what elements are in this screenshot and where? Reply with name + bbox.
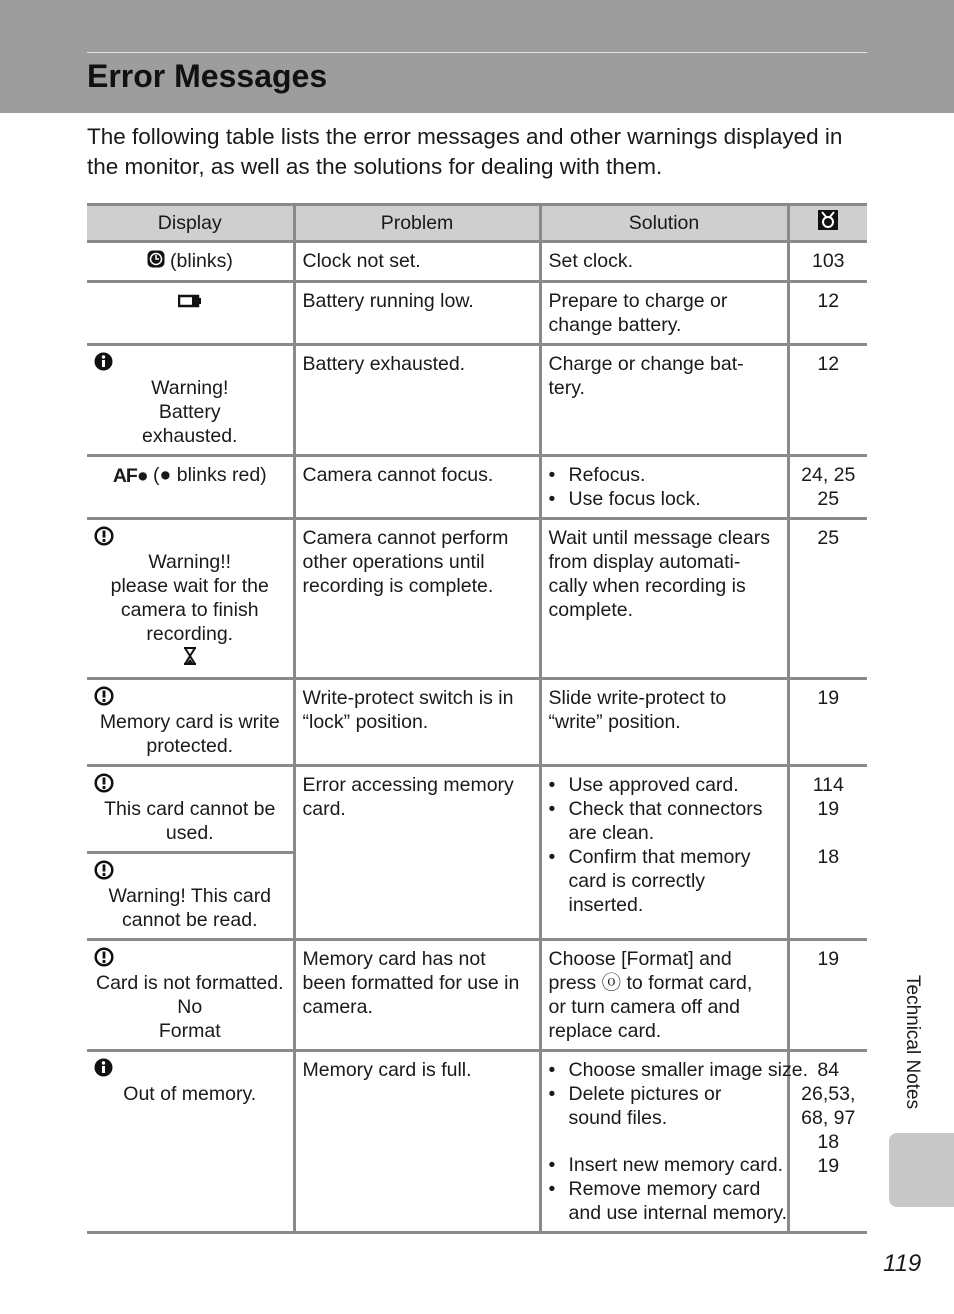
- display-cell: [87, 242, 294, 282]
- table-row: [87, 242, 867, 282]
- display-text: used.: [165, 821, 214, 844]
- battery-low-icon: [178, 290, 202, 314]
- solution-list: [549, 1058, 809, 1225]
- solution-cell: [540, 939, 788, 1050]
- problem-text: Clock not set.: [302, 250, 421, 272]
- display-text: please wait for the: [110, 574, 269, 597]
- display-cell: [87, 455, 294, 518]
- display-text: protected.: [146, 734, 234, 757]
- table-row: [87, 678, 867, 765]
- solution-text: Charge or change bat-: [548, 352, 744, 375]
- solution-text: Slide write-protect to: [548, 686, 727, 709]
- page-cell: [788, 455, 867, 518]
- solution-text: inserted.: [568, 893, 644, 916]
- page-ref: 26,53,: [801, 1082, 856, 1105]
- page-cell: [788, 518, 867, 678]
- solution-text: Set clock.: [548, 250, 634, 272]
- display-text: Warning! This card: [108, 884, 272, 907]
- solution-bullet: [549, 773, 780, 797]
- page-ref: 12: [817, 352, 840, 375]
- problem-text: Battery running low.: [302, 289, 474, 312]
- solution-list: [549, 463, 780, 511]
- display-text: Memory card is write: [99, 710, 280, 733]
- page-ref: 19: [817, 1154, 840, 1177]
- problem-cell: [294, 939, 540, 1050]
- problem-text: been formatted for use in: [302, 971, 520, 994]
- problem-cell: [294, 242, 540, 282]
- page-ref: 18: [817, 1130, 840, 1153]
- solution-text: “write” position.: [548, 710, 681, 733]
- table-row: [87, 518, 867, 678]
- af-focus-icon: AF●: [112, 464, 148, 487]
- warning-icon: [94, 947, 114, 973]
- side-tab-label: Technical Notes: [902, 975, 923, 1110]
- page-cell: [788, 939, 867, 1050]
- solution-bullet: [549, 1058, 809, 1082]
- display-text: Out of memory.: [123, 1082, 257, 1105]
- display-text: recording.: [146, 622, 234, 645]
- table-row: [87, 939, 867, 1050]
- display-text: This card cannot be: [104, 797, 276, 820]
- info-icon: [94, 1058, 113, 1083]
- display-text: (blinks): [170, 250, 233, 272]
- table-row: [87, 455, 867, 518]
- problem-cell: [294, 1050, 540, 1232]
- display-text: Format: [158, 1019, 221, 1042]
- table-row: [87, 281, 867, 344]
- solution-text: Prepare to charge or: [548, 289, 728, 312]
- display-text: Warning!: [151, 376, 229, 399]
- solution-cell: [540, 242, 788, 282]
- solution-bullet: [549, 487, 780, 511]
- display-text: cannot be read.: [121, 908, 258, 931]
- header-band: [0, 0, 954, 113]
- header-rule: [87, 52, 867, 53]
- problem-text: recording is complete.: [302, 574, 494, 597]
- solution-text: and use internal memory.: [568, 1201, 788, 1224]
- page-cell: [788, 281, 867, 344]
- column-header-solution: Solution: [540, 205, 788, 242]
- page-cell: [788, 344, 867, 455]
- solution-bullet: [549, 463, 780, 487]
- warning-icon: [94, 526, 114, 552]
- solution-text: or turn camera off and: [548, 995, 740, 1018]
- display-cell: [87, 1050, 294, 1232]
- problem-cell: [294, 678, 540, 765]
- reference-page-icon: [818, 210, 838, 236]
- problem-text: Camera cannot perform: [302, 526, 509, 549]
- column-header-page: [788, 205, 867, 242]
- solution-text: • Choose smaller image size.: [568, 1058, 809, 1081]
- page-ref: 25: [817, 526, 840, 549]
- side-thumb-tab: [889, 1133, 954, 1207]
- solution-cell: [540, 518, 788, 678]
- page-ref: 84: [817, 1058, 840, 1081]
- page-cell: [788, 765, 867, 939]
- page-number: 119: [883, 1250, 922, 1277]
- solution-text: sound files.: [568, 1106, 668, 1129]
- display-text: Card is not formatted.: [96, 971, 284, 994]
- info-icon: [94, 352, 113, 377]
- problem-cell: [294, 344, 540, 455]
- problem-text: Error accessing memory: [302, 773, 514, 796]
- problem-text: Battery exhausted.: [302, 352, 466, 375]
- page-ref: 114: [812, 773, 844, 796]
- solution-text: card is correctly: [568, 869, 706, 892]
- display-cell: [87, 765, 294, 852]
- page-ref: 19: [817, 797, 840, 820]
- display-text: Battery: [158, 400, 221, 423]
- page-ref: 68, 97: [801, 1106, 856, 1129]
- problem-text: other operations until: [302, 550, 485, 573]
- page-ref: 24, 25: [801, 463, 856, 486]
- display-text: No: [177, 995, 203, 1018]
- clock-icon: [147, 250, 165, 274]
- solution-bullet: [549, 1082, 780, 1130]
- solution-list: [549, 773, 780, 917]
- display-text: exhausted.: [142, 424, 238, 447]
- solution-text: • Delete pictures or: [568, 1082, 722, 1105]
- solution-cell: [540, 678, 788, 765]
- solution-cell: [540, 344, 788, 455]
- solution-text: • Check that connectors: [568, 797, 763, 820]
- intro-paragraph: The following table lists the error messages and other warnings displayed in the monitor, as well as the solutions for dealing with them.: [87, 124, 843, 179]
- page-ref: 19: [817, 947, 840, 970]
- solution-text: Choose [Format] and: [548, 947, 732, 970]
- hourglass-icon: [183, 647, 197, 671]
- problem-cell: [294, 765, 540, 939]
- solution-text: tery.: [548, 376, 585, 399]
- solution-bullet: [549, 845, 780, 917]
- display-cell: [87, 678, 294, 765]
- solution-text: from display automati-: [548, 550, 741, 573]
- problem-text: camera.: [302, 995, 373, 1018]
- display-cell: [87, 281, 294, 344]
- page-ref: 12: [817, 289, 840, 312]
- solution-text: • Use focus lock.: [568, 487, 701, 510]
- solution-cell: [540, 455, 788, 518]
- warning-icon: [94, 686, 114, 712]
- page-ref: 18: [817, 845, 840, 868]
- problem-cell: [294, 455, 540, 518]
- warning-icon: [94, 860, 114, 886]
- solution-cell: [540, 281, 788, 344]
- error-messages-table: [87, 203, 867, 1234]
- solution-text: • Use approved card.: [568, 773, 739, 796]
- solution-text: replace card.: [548, 1019, 662, 1042]
- problem-cell: [294, 281, 540, 344]
- column-header-display: Display: [87, 205, 294, 242]
- table-row: [87, 765, 867, 852]
- solution-text: complete.: [548, 598, 634, 621]
- table-header-row: [87, 205, 867, 242]
- solution-bullet: [549, 1153, 784, 1177]
- table-row: [87, 1050, 867, 1232]
- solution-text: change battery.: [548, 313, 682, 336]
- page-ref: 25: [817, 487, 840, 510]
- display-cell: [87, 344, 294, 455]
- display-cell: [87, 518, 294, 678]
- display-cell: [87, 852, 294, 939]
- solution-text: cally when recording is: [548, 574, 746, 597]
- solution-bullet: [549, 797, 780, 845]
- page-title: Error Messages: [87, 58, 328, 94]
- problem-text: Camera cannot focus.: [302, 463, 494, 486]
- page-cell: [788, 678, 867, 765]
- problem-text: card.: [302, 797, 346, 820]
- solution-bullet: [549, 1177, 788, 1225]
- display-text: Warning!!: [148, 550, 232, 573]
- solution-text: press ⓞ to format card,: [548, 971, 753, 994]
- display-text: (● blinks red): [153, 463, 267, 486]
- problem-text: Memory card is full.: [302, 1058, 472, 1081]
- solution-text: • Insert new memory card.: [568, 1153, 784, 1176]
- solution-text: are clean.: [568, 821, 655, 844]
- table-row: [87, 344, 867, 455]
- page-ref: 103: [811, 250, 845, 272]
- solution-text: • Confirm that memory: [568, 845, 751, 868]
- problem-cell: [294, 518, 540, 678]
- display-cell: [87, 939, 294, 1050]
- column-header-problem: Problem: [294, 205, 540, 242]
- solution-text: • Remove memory card: [568, 1177, 761, 1200]
- problem-text: “lock” position.: [302, 710, 429, 733]
- solution-cell: [540, 765, 788, 939]
- problem-text: Memory card has not: [302, 947, 486, 970]
- problem-text: Write-protect switch is in: [302, 686, 514, 709]
- solution-text: • Refocus.: [568, 463, 646, 486]
- display-text: camera to finish: [120, 598, 259, 621]
- page-ref: 19: [817, 686, 840, 709]
- page-cell: [788, 242, 867, 282]
- solution-text: Wait until message clears: [548, 526, 770, 549]
- solution-cell: [540, 1050, 809, 1232]
- warning-icon: [94, 773, 114, 799]
